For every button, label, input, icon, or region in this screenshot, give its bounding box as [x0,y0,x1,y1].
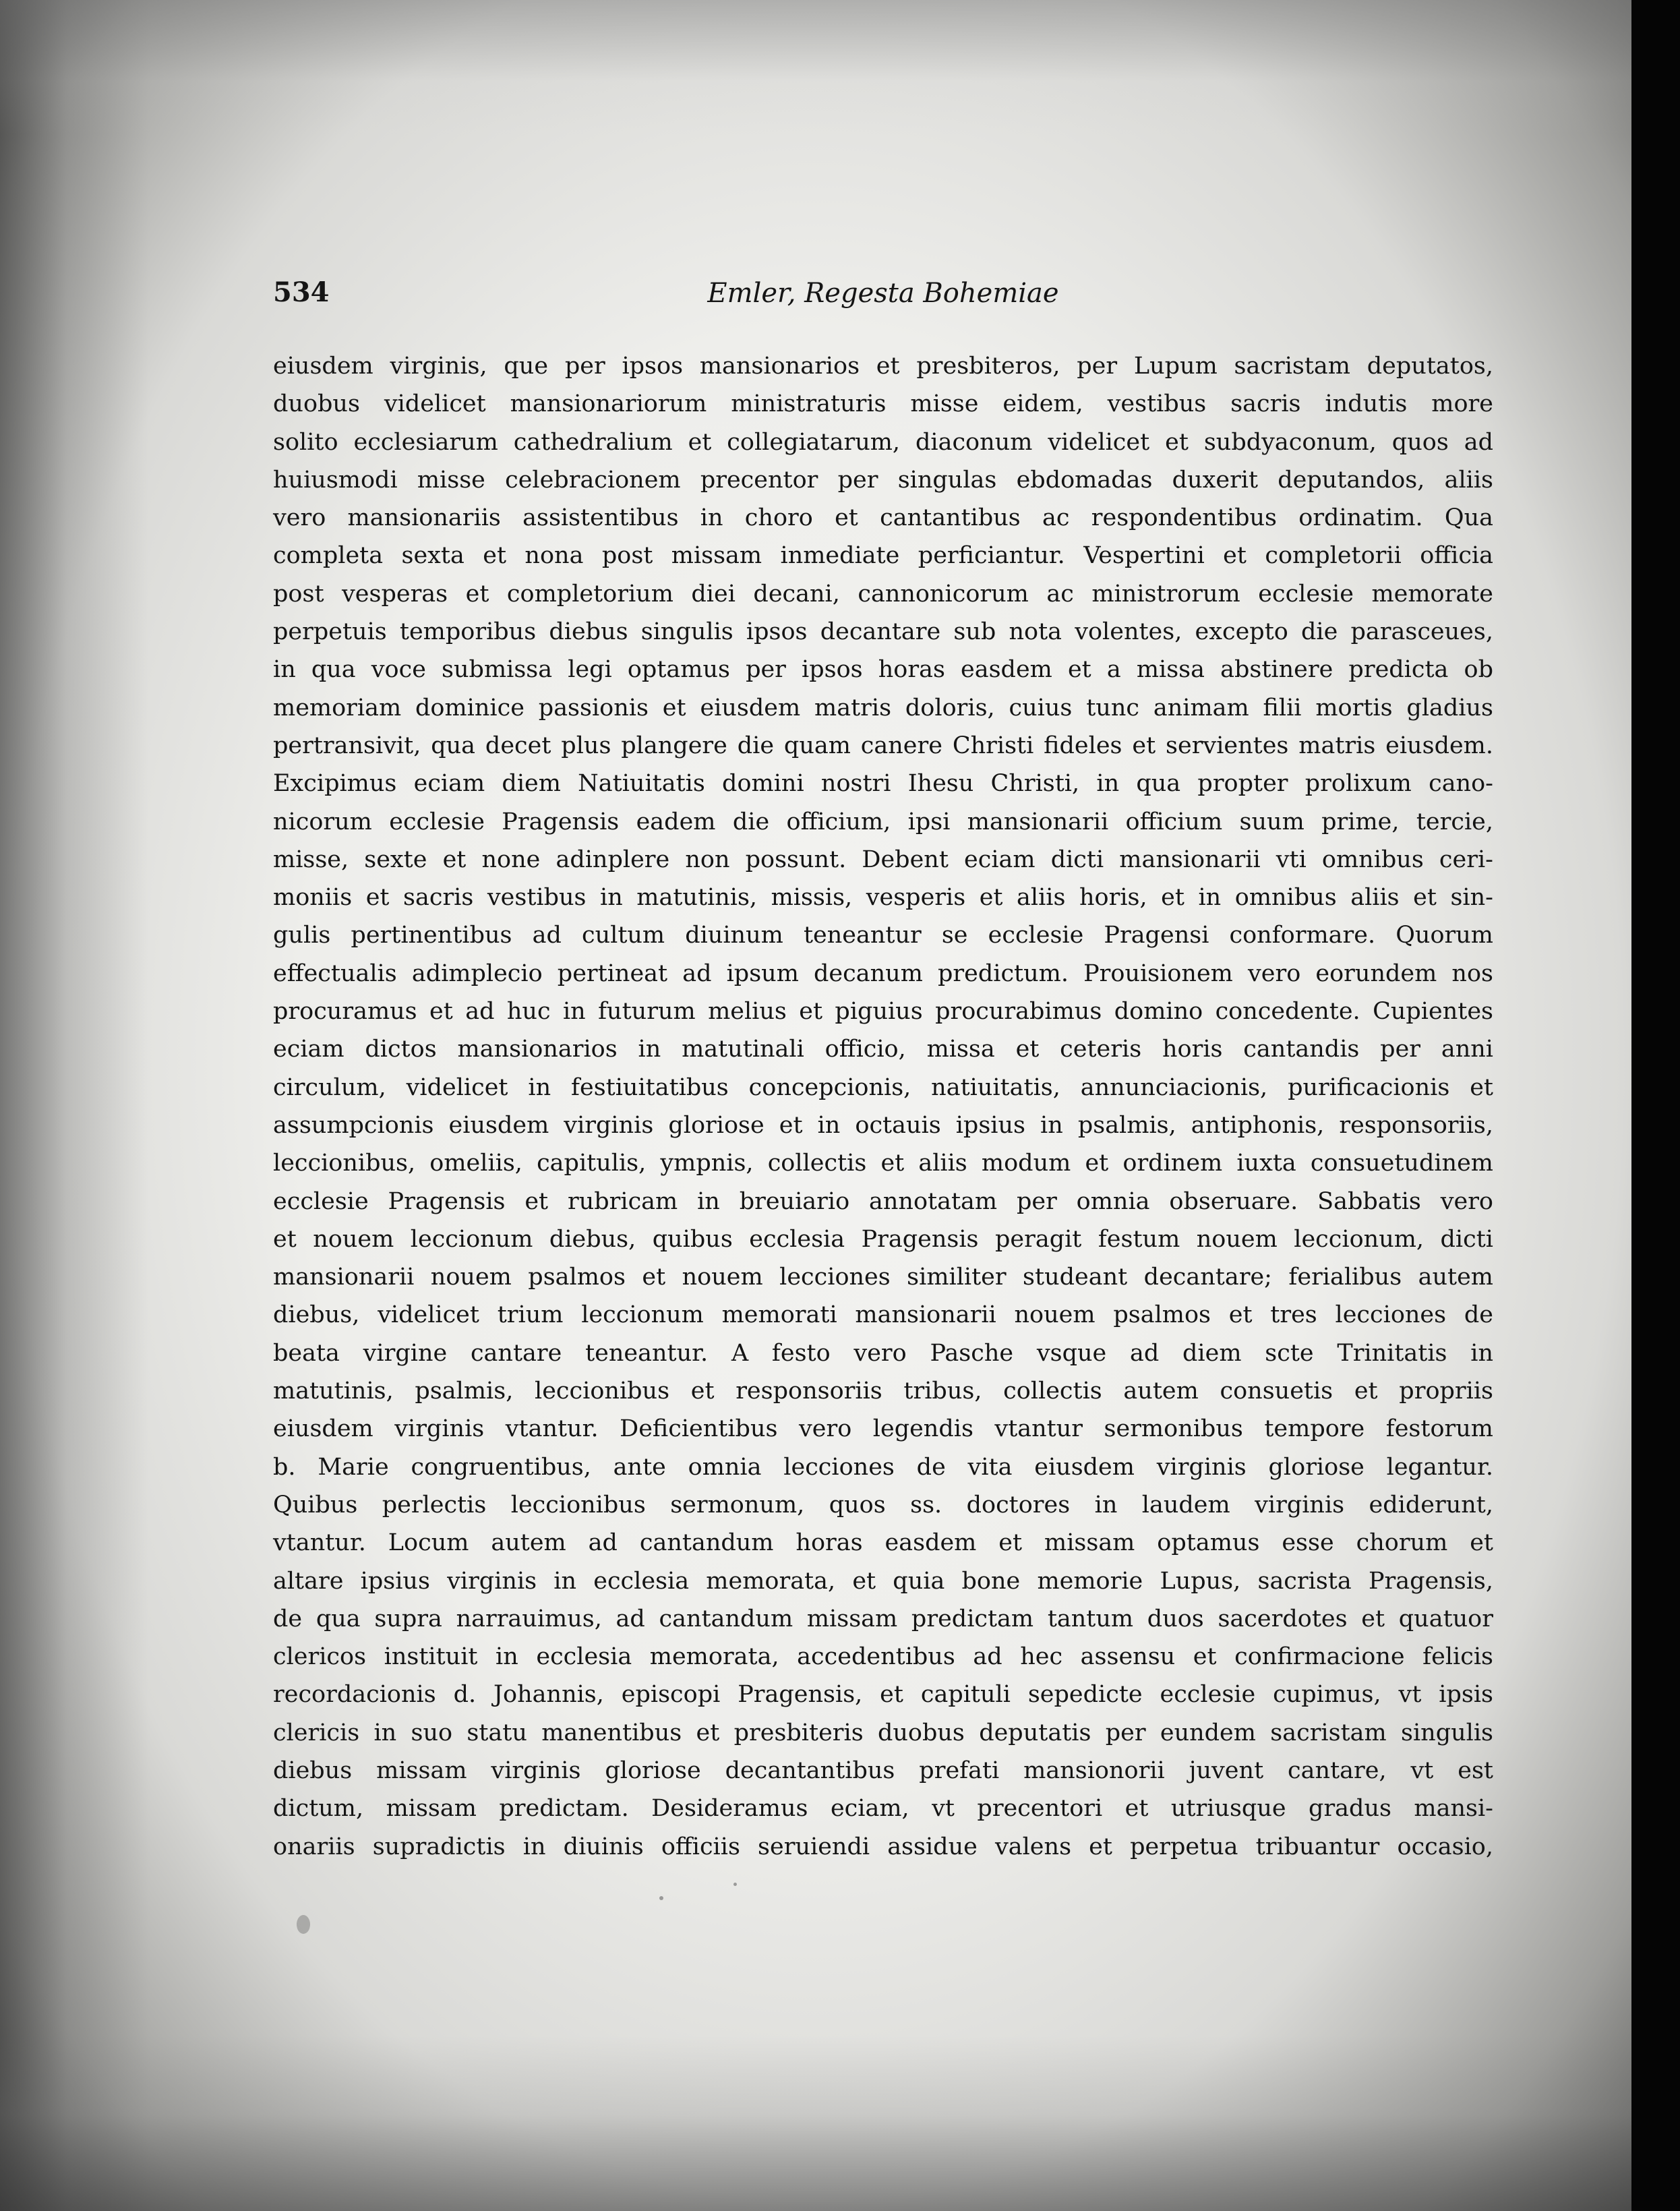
page-header [273,270,1493,317]
text-line: solito ecclesiarum cathedralium et collegiatarum, diaconum videlicet et subdyaconum, quos ad [273,428,1493,456]
text-line: leccionibus, omeliis, capitulis, ympnis, collectis et aliis modum et ordinem iuxta consuetudinem [273,1150,1493,1177]
text-line: Quibus perlectis leccionibus sermonum, quos ss. doctores in laudem virginis ediderunt, [273,1491,1493,1519]
text-line: post vesperas et completorium diei decani, cannonicorum ac ministrorum ecclesie memorate [273,580,1493,608]
text-line: et nouem leccionum diebus, quibus ecclesia Pragensis peragit festum nouem leccionum, dicti [273,1225,1493,1253]
text-line: completa sexta et nona post missam inmediate perficiantur. Vespertini et completorii officia [273,542,1493,570]
text-line: mansionarii nouem psalmos et nouem lecciones similiter studeant decantare; ferialibus autem [273,1264,1493,1291]
text-line: misse, sexte et none adinplere non possunt. Debent eciam dicti mansionarii vti omnibus ceri- [273,846,1493,873]
text-line: b. Marie congruentibus, ante omnia lecciones de vita eiusdem virginis gloriose legantur. [273,1453,1493,1481]
text-line: procuramus et ad huc in futurum melius et piguius procurabimus domino concedente. Cupientes [273,998,1493,1026]
text-line: de qua supra narrauimus, ad cantandum missam predictam tantum duos sacerdotes et quatuor [273,1605,1493,1632]
text-line: huiusmodi misse celebracionem precentor per singulas ebdomadas duxerit deputandos, aliis [273,466,1493,494]
text-line: diebus missam virginis gloriose decantantibus prefati mansionorii juvent cantare, vt est [273,1757,1493,1784]
page-number: 534 [273,276,330,308]
text-line: assumpcionis eiusdem virginis gloriose et in octauis ipsius in psalmis, antiphonis, responsoriis, [273,1111,1493,1139]
text-line: onariis supradictis in diuinis officiis seruiendi assidue valens et perpetua tribuantur occasio, [273,1833,1493,1860]
text-line: duobus videlicet mansionariorum ministraturis misse eidem, vestibus sacris indutis more [273,390,1493,418]
text-line: eiusdem virginis, que per ipsos mansionarios et presbiteros, per Lupum sacristam deputatos, [273,353,1493,380]
text-line: eiusdem virginis vtantur. Deficientibus vero legendis vtantur sermonibus tempore festorum [273,1415,1493,1443]
text-line: Excipimus eciam diem Natiuitatis domini nostri Ihesu Christi, in qua propter prolixum cano- [273,770,1493,798]
text-line: diebus, videlicet trium leccionum memorati mansionarii nouem psalmos et tres lecciones de [273,1301,1493,1329]
bottom-edge-shadow [0,2036,1631,2211]
text-line: memoriam dominice passionis et eiusdem matris doloris, cuius tunc animam filii mortis gladius [273,694,1493,721]
text-line: vtantur. Locum autem ad cantandum horas easdem et missam optamus esse chorum et [273,1529,1493,1557]
text-line: matutinis, psalmis, leccionibus et responsoriis tribus, collectis autem consuetis et propriis [273,1378,1493,1405]
text-line: eciam dictos mansionarios in matutinali officio, missa et ceteris horis cantandis per anni [273,1036,1493,1063]
left-edge-shadow [0,0,148,2211]
text-line: pertransivit, qua decet plus plangere die quam canere Christi fideles et servientes matris eiusdem. [273,732,1493,759]
text-line: clericos instituit in ecclesia memorata, accedentibus ad hec assensu et confirmacione felicis [273,1643,1493,1671]
text-line: recordacionis d. Johannis, episcopi Pragensis, et capituli sepedicte ecclesie cupimus, vt ipsis [273,1681,1493,1709]
text-line: altare ipsius virginis in ecclesia memorata, et quia bone memorie Lupus, sacrista Pragensis, [273,1567,1493,1595]
running-title: Emler, Regesta Bohemiae [707,278,1059,309]
text-line: ecclesie Pragensis et rubricam in breuiario annotatam per omnia obseruare. Sabbatis vero [273,1187,1493,1215]
text-line: nicorum ecclesie Pragensis eadem die officium, ipsi mansionarii officium suum prime, tercie, [273,808,1493,835]
text-line: vero mansionariis assistentibus in choro et cantantibus ac respondentibus ordinatim. Qua [273,504,1493,532]
text-line: dictum, missam predictam. Desideramus eciam, vt precentori et utriusque gradus mansi- [273,1795,1493,1823]
ink-speck [659,1896,663,1900]
ink-speck [297,1915,310,1934]
body-text [273,347,1493,1866]
scan-right-border [1631,0,1680,2211]
text-line: moniis et sacris vestibus in matutinis, missis, vesperis et aliis horis, et in omnibus aliis et sin- [273,884,1493,912]
text-line: gulis pertinentibus ad cultum diuinum teneantur se ecclesie Pragensi conformare. Quorum [273,922,1493,949]
ink-speck [733,1883,737,1886]
text-line: effectualis adimplecio pertineat ad ipsum decanum predictum. Prouisionem vero eorundem nos [273,960,1493,987]
text-line: clericis in suo statu manentibus et presbiteris duobus deputatis per eundem sacristam singulis [273,1719,1493,1746]
text-line: beata virgine cantare teneantur. A festo vero Pasche vsque ad diem scte Trinitatis in [273,1339,1493,1367]
text-line: in qua voce submissa legi optamus per ipsos horas easdem et a missa abstinere predicta ob [273,656,1493,684]
top-edge-shadow [0,0,1631,135]
text-line: perpetuis temporibus diebus singulis ipsos decantare sub nota volentes, excepto die parasceues, [273,618,1493,646]
text-line: circulum, videlicet in festiuitatibus concepcionis, natiuitatis, annunciacionis, purificacionis et [273,1073,1493,1101]
